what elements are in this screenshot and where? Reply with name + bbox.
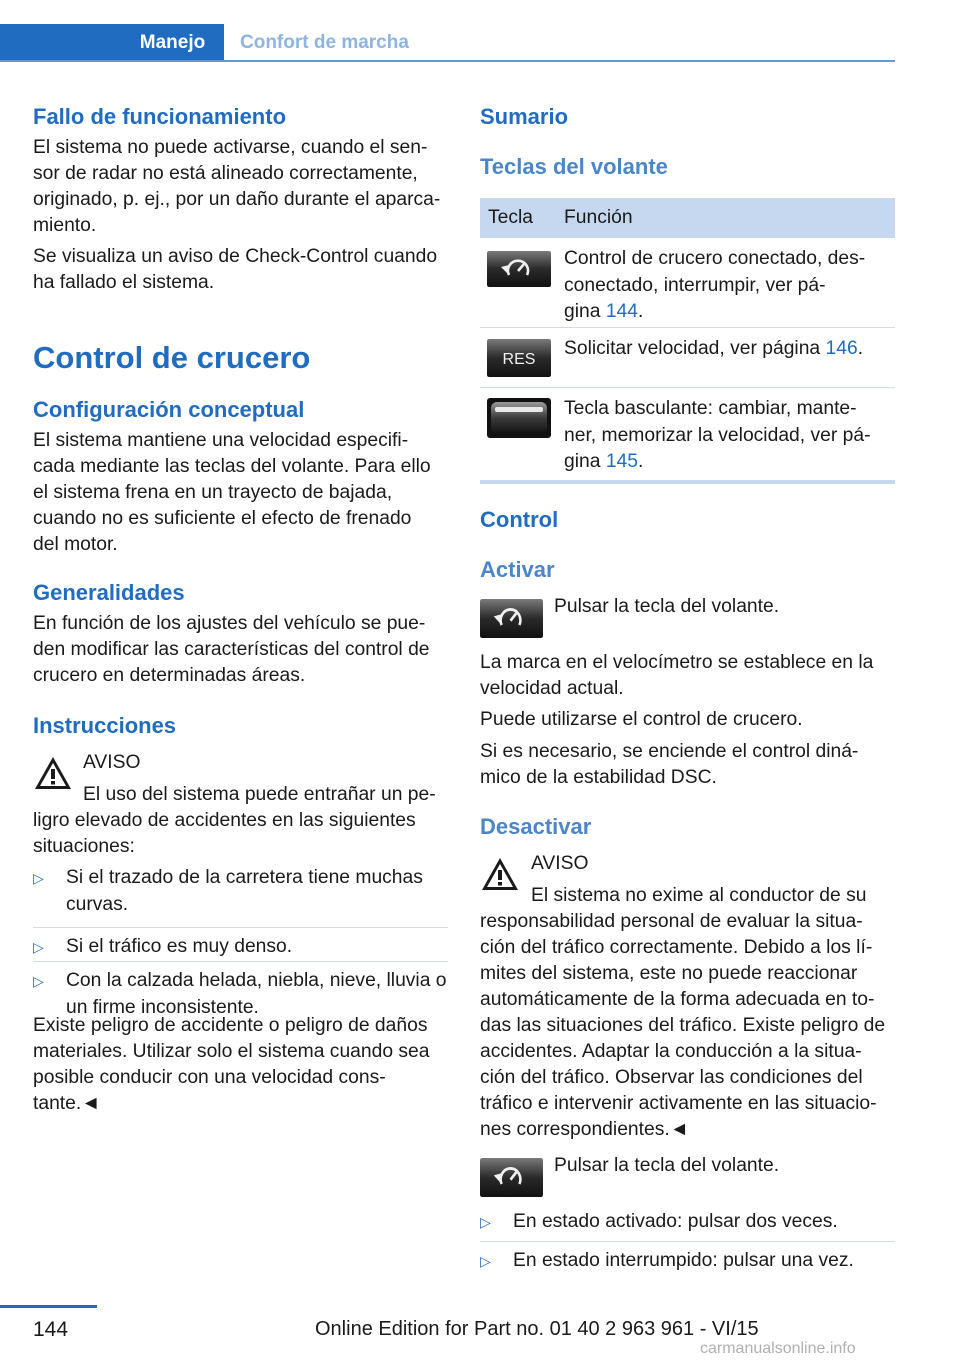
- aviso-text-line: automáticamente de la forma adecuada en to‐: [480, 989, 875, 1010]
- aviso-text-line: ción del tráfico. Observar las condiciones del: [480, 1067, 863, 1088]
- cruise-control-key-icon: [487, 251, 551, 287]
- row-text-line: Control de crucero conectado, des‐: [564, 248, 866, 269]
- gen-text-line: En función de los ajustes del vehículo se pue‐: [33, 613, 426, 634]
- fallo-text-line: originado, p. ej., por un daño durante el aparca‐: [33, 189, 441, 210]
- warning-icon: [33, 755, 73, 791]
- activar-key-text: Pulsar la tecla del volante.: [554, 596, 780, 617]
- fallo-text-line: El sistema no puede activarse, cuando el sen‐: [33, 137, 428, 158]
- row-text: gina: [564, 451, 606, 472]
- config-text-line: cada mediante las teclas del volante. Para ello: [33, 456, 431, 477]
- list-item-line: En estado activado: pulsar dos veces.: [513, 1211, 838, 1232]
- situations-list: [33, 865, 448, 1025]
- cruise-control-key-icon: [480, 1158, 543, 1197]
- res-key-label: RES: [502, 351, 536, 368]
- aviso-text-line: ligro elevado de accidentes en las siguientes: [33, 810, 416, 831]
- triangle-bullet-icon: ▷: [33, 939, 44, 955]
- warning-icon: [480, 856, 520, 892]
- aviso-text-line: El uso del sistema puede entrañar un pe‐: [83, 784, 436, 805]
- page-link[interactable]: 145: [605, 451, 638, 472]
- config-text-line: el sistema frena en un trayecto de bajada,: [33, 482, 393, 503]
- cruise-control-key-icon: [480, 599, 543, 638]
- list-item-line: Si el trazado de la carretera tiene muchas: [66, 867, 423, 888]
- activar-text-line: Si es necesario, se enciende el control diná‐: [480, 741, 859, 762]
- desactivar-key-text: Pulsar la tecla del volante.: [554, 1155, 780, 1176]
- tab-confort-de-marcha[interactable]: Confort de marcha: [240, 32, 409, 53]
- activar-text-line: Puede utilizarse el control de crucero.: [480, 709, 803, 730]
- chapter-header: [0, 24, 895, 62]
- aviso-text-line: ción del tráfico correctamente. Debido a los lí‐: [480, 937, 873, 958]
- tab-manejo[interactable]: Manejo: [121, 24, 224, 62]
- watermark: carmanualsonline.info: [700, 1340, 856, 1357]
- edition-text: Online Edition for Part no. 01 40 2 963 961 - VI/15: [315, 1318, 759, 1340]
- aviso-label: AVISO: [531, 853, 589, 874]
- desactivar-list: [480, 1209, 895, 1275]
- aviso-label: AVISO: [83, 752, 141, 773]
- res-key-icon: [487, 339, 551, 377]
- aviso-text-line: accidentes. Adaptar la conducción a la situa‐: [480, 1041, 862, 1062]
- page-number: 144: [33, 1318, 69, 1341]
- control-de-crucero-heading: Control de crucero: [33, 340, 311, 375]
- row-text-line: [564, 449, 890, 476]
- table-row: [480, 328, 895, 388]
- activar-heading: Activar: [480, 557, 555, 582]
- fallo-text-line: Se visualiza un aviso de Check-Control cuando: [33, 246, 438, 267]
- list-item: [33, 865, 448, 927]
- fallo-heading: Fallo de funcionamiento: [33, 104, 287, 129]
- fallo-text-line: miento.: [33, 215, 97, 236]
- sumario-heading: Sumario: [480, 104, 569, 129]
- fallo-text-line: sor de radar no está alineado correctamente,: [33, 163, 418, 184]
- list-item-line: Si el tráfico es muy denso.: [66, 936, 293, 957]
- list-item: [480, 1241, 895, 1275]
- footer-rule: [0, 1305, 97, 1308]
- row-description: [564, 246, 890, 326]
- desactivar-heading: Desactivar: [480, 814, 592, 839]
- triangle-bullet-icon: ▷: [480, 1253, 491, 1269]
- row-text: .: [857, 338, 864, 359]
- peligro-text-line: Existe peligro de accidente o peligro de daños: [33, 1015, 428, 1036]
- config-text-line: cuando no es suficiente el efecto de frenado: [33, 508, 412, 529]
- rocker-key-icon: [487, 398, 551, 438]
- gen-text-line: den modificar las características del control de: [33, 639, 430, 660]
- aviso-text-line: responsabilidad personal de evaluar la situa‐: [480, 911, 863, 932]
- row-text: .: [637, 451, 644, 472]
- activar-text-line: velocidad actual.: [480, 678, 624, 699]
- aviso-text-line: El sistema no exime al conductor de su: [531, 885, 867, 906]
- table-header-funcion: Función: [564, 207, 633, 228]
- activar-text-line: mico de la estabilidad DSC.: [480, 767, 717, 788]
- list-item: [33, 927, 448, 961]
- list-item-line: un firme inconsistente.: [66, 996, 259, 1018]
- table-header-tecla: Tecla: [488, 207, 534, 228]
- table-row: [480, 388, 895, 480]
- row-text: Solicitar velocidad, ver página: [564, 338, 826, 359]
- teclas-heading: Teclas del volante: [480, 154, 668, 179]
- row-description: [564, 336, 890, 363]
- aviso-text-line: mites del sistema, este no puede reaccionar: [480, 963, 858, 984]
- aviso-text-line: situaciones:: [33, 836, 135, 857]
- table-bottom-rule: [480, 480, 895, 484]
- control-heading: Control: [480, 507, 559, 532]
- page-link[interactable]: 144: [605, 301, 638, 322]
- peligro-text-line: posible conducir con una velocidad cons‐: [33, 1067, 386, 1088]
- config-text-line: del motor.: [33, 534, 118, 555]
- list-item-line: Con la calzada helada, niebla, nieve, lluvia o: [66, 970, 447, 991]
- keys-table: [480, 198, 895, 480]
- table-header: [480, 198, 895, 238]
- aviso-text-line: tráfico e intervenir activamente en las situacio‐: [480, 1093, 877, 1114]
- page-link[interactable]: 146: [825, 338, 858, 359]
- peligro-text-line: materiales. Utilizar solo el sistema cuando sea: [33, 1041, 430, 1062]
- row-text: .: [637, 301, 644, 322]
- list-item-line: curvas.: [66, 893, 129, 915]
- triangle-bullet-icon: ▷: [33, 870, 44, 886]
- activar-text-line: La marca en el velocímetro se establece en la: [480, 652, 874, 673]
- config-text-line: El sistema mantiene una velocidad especifi‐: [33, 430, 409, 451]
- table-row: [480, 238, 895, 328]
- aviso-text-line: nes correspondientes.◄: [480, 1119, 689, 1140]
- fallo-text-line: ha fallado el sistema.: [33, 272, 215, 293]
- instrucciones-heading: Instrucciones: [33, 713, 177, 738]
- generalidades-heading: Generalidades: [33, 580, 185, 605]
- row-text-line: ner, memorizar la velocidad, ver pá‐: [564, 424, 871, 446]
- gen-text-line: crucero en determinadas áreas.: [33, 665, 306, 686]
- row-text: gina: [564, 301, 606, 322]
- aviso-text-line: das las situaciones del tráfico. Existe peligro de: [480, 1015, 886, 1036]
- row-text-line: Tecla basculante: cambiar, mante‐: [564, 398, 857, 419]
- header-color-block: [0, 24, 121, 62]
- triangle-bullet-icon: ▷: [33, 973, 44, 989]
- row-description: [564, 396, 890, 476]
- header-rule: [0, 60, 895, 62]
- list-item-line: En estado interrumpido: pulsar una vez.: [513, 1250, 854, 1271]
- triangle-bullet-icon: ▷: [480, 1214, 491, 1230]
- row-text-line: [564, 299, 890, 326]
- row-text-line: conectado, interrumpir, ver pá‐: [564, 274, 826, 296]
- row-text-line: [564, 336, 890, 363]
- list-item: [480, 1209, 895, 1241]
- config-heading: Configuración conceptual: [33, 397, 305, 422]
- peligro-text-line: tante.◄: [33, 1093, 101, 1114]
